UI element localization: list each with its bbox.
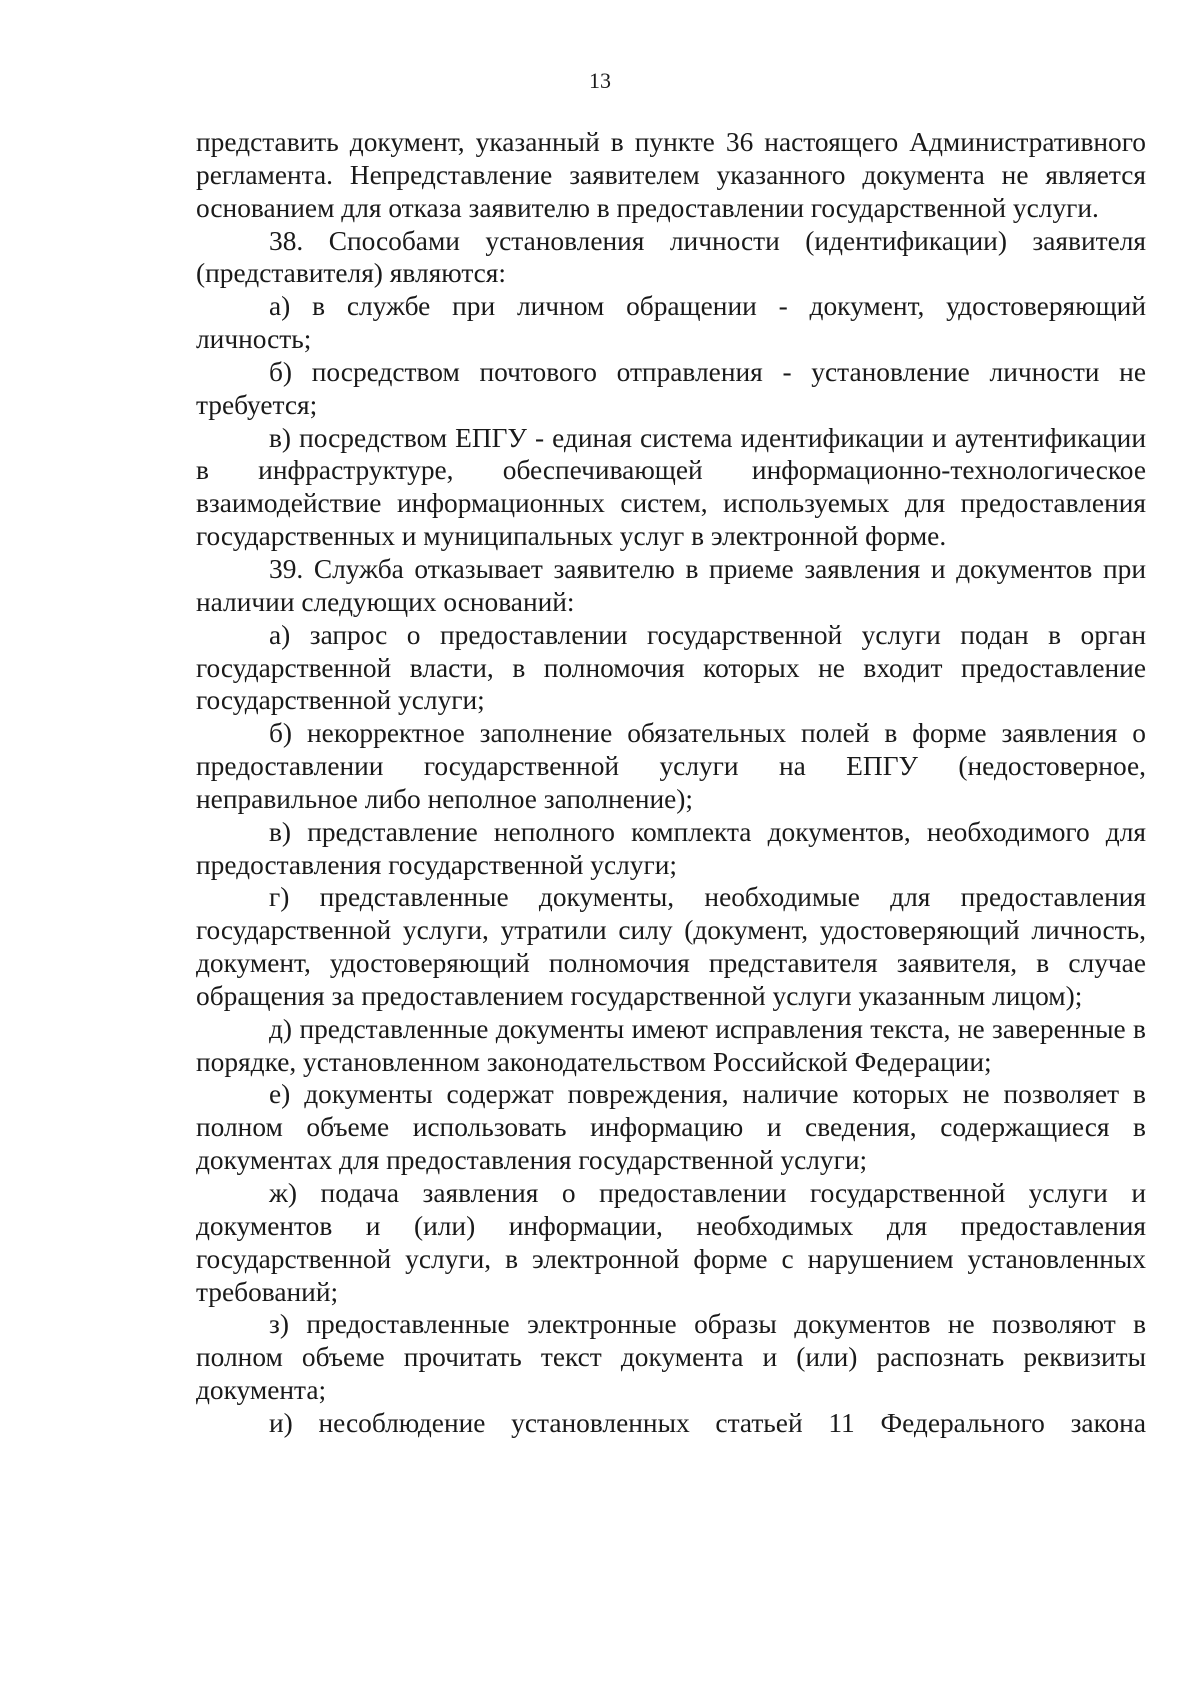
paragraph-39-g: г) представленные документы, необходимые для предоставления государственной услуги, утратили силу (документ, удостоверяющий личность, документ, удостоверяющий полномочия представителя заявителя, в случае обращения за предоставлением государственной услуги указанным лицом); [196, 882, 1146, 1011]
paragraph-continuation: представить документ, указанный в пункте 36 настоящего Административного регламента. Непредставление заявителем указанного документа не является основанием для отказа заявителю в предоставлении государственной услуги. [196, 127, 1146, 223]
paragraph-39-zh: ж) подача заявления о предоставлении государственной услуги и документов и (или) информации, необходимых для предоставления государственной услуги, в электронной форме с нарушением установленных требований; [196, 1178, 1146, 1307]
paragraph-39-a: а) запрос о предоставлении государственной услуги подан в орган государственной власти, в полномочия которых не входит предоставление государственной услуги; [196, 619, 1146, 716]
paragraph-39-e: е) документы содержат повреждения, наличие которых не позволяет в полном объеме использовать информацию и сведения, содержащиеся в документах для предоставления государственной услуги; [196, 1079, 1146, 1176]
paragraph-38-b: б) посредством почтового отправления - установление личности не требуется; [196, 356, 1146, 420]
paragraph-38-v: в) посредством ЕПГУ - единая система идентификации и аутентификации в инфраструктуре, обеспечивающей информационно-технологическое взаимодействие информационных систем, используемых для предоставления государственных и муниципальных услуг в электронной форме. [196, 422, 1146, 552]
paragraph-39-i: и) несоблюдение установленных статьей 11 Федерального закона [269, 1407, 1146, 1438]
page-number: 13 [589, 68, 611, 93]
paragraph-38: 38. Способами установления личности (идентификации) заявителя (представителя) являются: [196, 225, 1146, 289]
paragraph-39-d: д) представленные документы имеют исправления текста, не заверенные в порядке, установленном законодательством Российской Федерации; [196, 1013, 1146, 1077]
paragraph-39-z: з) предоставленные электронные образы документов не позволяют в полном объеме прочитать текст документа и (или) распознать реквизиты документа; [196, 1309, 1146, 1406]
paragraph-38-a: а) в службе при личном обращении - документ, удостоверяющий личность; [196, 291, 1146, 355]
paragraph-39: 39. Служба отказывает заявителю в приеме заявления и документов при наличии следующих оснований: [196, 553, 1146, 617]
document-body [196, 126, 1146, 1440]
paragraph-39-v: в) представление неполного комплекта документов, необходимого для предоставления государственной услуги; [196, 816, 1146, 880]
paragraph-39-b: б) некорректное заполнение обязательных полей в форме заявления о предоставлении государственной услуги на ЕПГУ (недостоверное, неправильное либо неполное заполнение); [196, 718, 1146, 814]
